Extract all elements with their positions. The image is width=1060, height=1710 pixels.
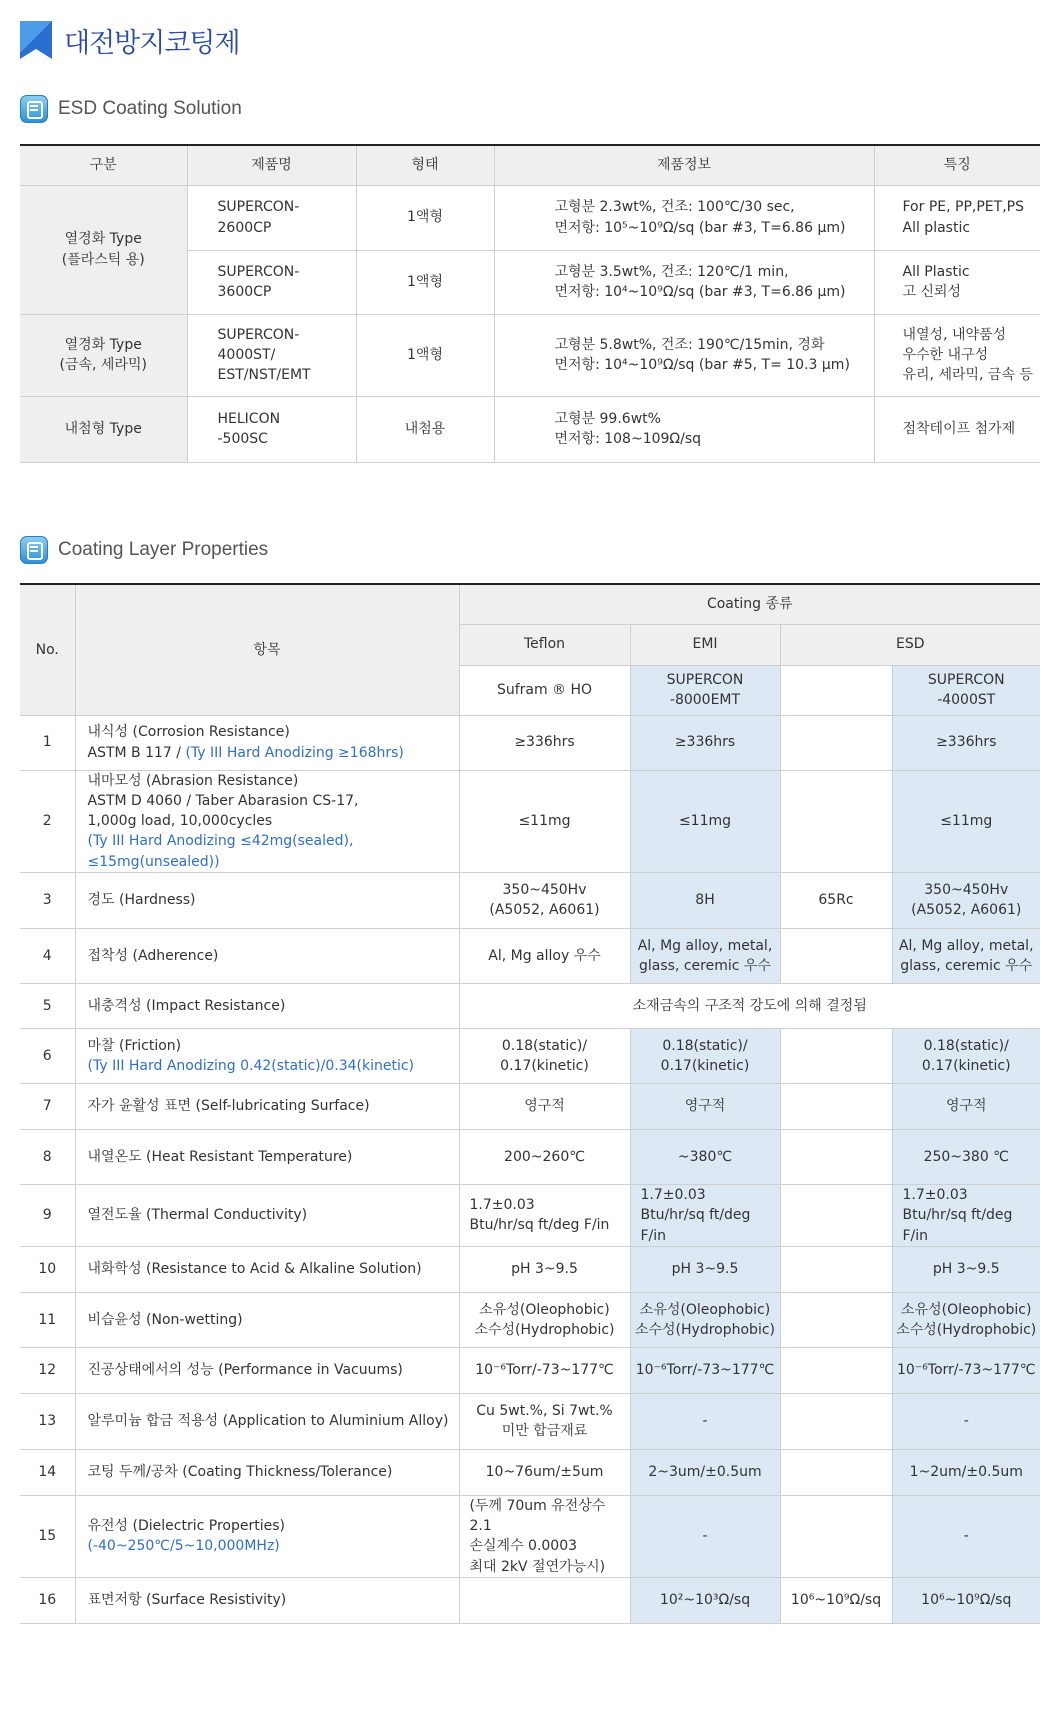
cell-line: 점착테이프 첨가제 bbox=[902, 420, 1016, 437]
header-cell: 제품명 bbox=[187, 145, 356, 185]
teflon-value-cell bbox=[459, 872, 630, 928]
product-info-cell bbox=[494, 250, 874, 314]
cell-line: 250~380 ℃ bbox=[923, 1148, 1009, 1165]
table-row bbox=[20, 1184, 1040, 1246]
table-row bbox=[20, 185, 1040, 250]
cell-line: ≤11mg bbox=[678, 813, 732, 830]
emi-value-cell bbox=[630, 1578, 780, 1624]
property-item-cell bbox=[75, 928, 459, 983]
header-cell: 형태 bbox=[356, 145, 494, 185]
emi-value-cell bbox=[630, 1246, 780, 1292]
cell-line: 내열성, 내약품성 bbox=[902, 326, 1007, 343]
cell-line: 유전성 (Dielectric Properties) bbox=[87, 1518, 285, 1535]
cell-line: 2~3um/±0.5um bbox=[648, 1464, 762, 1481]
cell-line: 10²~10³Ω/sq bbox=[659, 1592, 751, 1609]
bookmark-icon bbox=[20, 21, 52, 59]
cell-line: 1,000g load, 10,000cycles bbox=[87, 813, 273, 830]
cell-line: glass, ceremic 우수 bbox=[639, 957, 771, 974]
cell-line: Al, Mg alloy, metal, bbox=[898, 937, 1034, 954]
property-item-cell bbox=[75, 1184, 459, 1246]
esd-value-cell bbox=[892, 1495, 1040, 1577]
cell-line: 내첨형 Type bbox=[64, 420, 142, 437]
header-teflon: Teflon bbox=[459, 624, 630, 665]
property-item-cell bbox=[75, 1129, 459, 1184]
property-item-cell bbox=[75, 1393, 459, 1449]
esd-value-cell bbox=[892, 715, 1040, 770]
cell-line: 4000ST/ bbox=[217, 346, 276, 363]
row-number: 10 bbox=[20, 1246, 75, 1292]
cell-line: 0.18(static)/ bbox=[923, 1037, 1009, 1054]
cell-line: 소유성(Oleophobic) bbox=[479, 1301, 610, 1318]
cell-line: 열경화 Type bbox=[64, 231, 142, 248]
mid-value-cell bbox=[780, 872, 892, 928]
table-row bbox=[20, 1393, 1040, 1449]
cell-line: 면저항: 10⁵~10⁹Ω/sq (bar #3, T=6.86 μm) bbox=[554, 219, 846, 236]
header-line: -4000ST bbox=[937, 692, 996, 708]
mid-value-cell bbox=[780, 1495, 892, 1577]
cell-line: 200~260℃ bbox=[504, 1148, 585, 1165]
cell-line: (플라스틱 용) bbox=[61, 251, 145, 268]
cell-line: - bbox=[963, 1413, 969, 1430]
header-sub-teflon: Sufram ® HO bbox=[459, 665, 630, 715]
esd-value-cell bbox=[892, 1184, 1040, 1246]
cell-line: 영구적 bbox=[524, 1098, 565, 1115]
document-icon bbox=[20, 95, 48, 123]
table-row bbox=[20, 1495, 1040, 1577]
table-row bbox=[20, 1083, 1040, 1129]
cell-line: 고형분 99.6wt% bbox=[554, 410, 661, 427]
property-item-cell bbox=[75, 1246, 459, 1292]
cell-line: (두께 70um 유전상수 2.1 bbox=[469, 1497, 606, 1535]
row-number: 12 bbox=[20, 1347, 75, 1393]
mid-value-cell bbox=[780, 1184, 892, 1246]
cell-line: 1~2um/±0.5um bbox=[909, 1464, 1023, 1481]
mid-value-cell bbox=[780, 1347, 892, 1393]
cell-line: SUPERCON- bbox=[217, 263, 300, 280]
cell-line: 손실계수 0.0003 bbox=[469, 1538, 578, 1555]
form-cell: 1액형 bbox=[356, 314, 494, 396]
cell-line: 고형분 2.3wt%, 건조: 100℃/30 sec, bbox=[554, 199, 795, 216]
mid-value-cell bbox=[780, 1578, 892, 1624]
cell-line: ≤11mg bbox=[940, 813, 993, 830]
header-cell: 제품정보 bbox=[494, 145, 874, 185]
table-row bbox=[20, 928, 1040, 983]
cell-line: 마찰 (Friction) bbox=[87, 1037, 182, 1054]
standard-text: ASTM B 117 / bbox=[87, 744, 186, 761]
cell-line: 영구적 bbox=[684, 1098, 726, 1115]
cell-line: For PE, PP,PET,PS bbox=[902, 199, 1024, 216]
feature-cell bbox=[874, 185, 1040, 250]
section-title: ESD Coating Solution bbox=[58, 98, 242, 119]
cell-line: HELICON bbox=[217, 410, 281, 427]
cell-line: Btu/hr/sq ft/deg F/in bbox=[640, 1207, 751, 1244]
mid-value-cell bbox=[780, 1292, 892, 1347]
category-cell bbox=[20, 314, 187, 396]
product-info-cell bbox=[494, 314, 874, 396]
reference-text: (Ty III Hard Anodizing ≥168hrs) bbox=[185, 744, 404, 761]
row-number: 16 bbox=[20, 1578, 75, 1624]
emi-value-cell bbox=[630, 1184, 780, 1246]
feature-cell bbox=[874, 396, 1040, 462]
property-item-cell bbox=[75, 1449, 459, 1495]
row-number: 4 bbox=[20, 928, 75, 983]
cell-line: 내화학성 (Resistance to Acid & Alkaline Solution) bbox=[87, 1261, 422, 1278]
teflon-value-cell bbox=[459, 1393, 630, 1449]
cell-line bbox=[88, 743, 459, 763]
property-item-cell bbox=[75, 1292, 459, 1347]
cell-line: 고형분 5.8wt%, 건조: 190℃/15min, 경화 bbox=[554, 336, 825, 353]
cell-line: 0.17(kinetic) bbox=[921, 1057, 1011, 1074]
cell-line: 표면저항 (Surface Resistivity) bbox=[87, 1592, 287, 1609]
merged-value-cell: 소재금속의 구조적 강도에 의해 결정됨 bbox=[459, 983, 1040, 1028]
cell-line: 0.18(static)/ bbox=[662, 1037, 748, 1054]
property-item-cell bbox=[75, 1347, 459, 1393]
cell-line: 고 신뢰성 bbox=[902, 284, 962, 300]
row-number: 7 bbox=[20, 1083, 75, 1129]
cell-line: 내열온도 (Heat Resistant Temperature) bbox=[87, 1148, 353, 1165]
header-sub-empty bbox=[780, 665, 892, 715]
teflon-value-cell bbox=[459, 1347, 630, 1393]
cell-line: 알루미늄 합금 적용성 (Application to Aluminium Alloy) bbox=[87, 1413, 449, 1430]
cell-line: 1.7±0.03 bbox=[469, 1197, 535, 1214]
cell-line: 최대 2kV 절연가능시) bbox=[469, 1558, 606, 1575]
cell-line: 3600CP bbox=[217, 284, 272, 300]
feature-cell bbox=[874, 314, 1040, 396]
teflon-value-cell bbox=[459, 770, 630, 872]
table-row bbox=[20, 1578, 1040, 1624]
table-row bbox=[20, 396, 1040, 462]
cell-line: 0.17(kinetic) bbox=[660, 1057, 750, 1074]
emi-value-cell bbox=[630, 1028, 780, 1083]
cell-line: 10⁻⁶Torr/-73~177℃ bbox=[635, 1362, 775, 1379]
cell-line: Al, Mg alloy 우수 bbox=[488, 947, 601, 964]
cell-line: pH 3~9.5 bbox=[932, 1261, 1000, 1278]
table-row bbox=[20, 872, 1040, 928]
cell-line: 2600CP bbox=[217, 219, 272, 236]
cell-line: 고형분 3.5wt%, 건조: 120℃/1 min, bbox=[554, 263, 789, 280]
header-coating-type: Coating 종류 bbox=[459, 584, 1040, 624]
mid-value-cell bbox=[780, 1246, 892, 1292]
table-row bbox=[20, 1347, 1040, 1393]
cell-line: 0.18(static)/ bbox=[501, 1037, 588, 1054]
cell-line: 유리, 세라믹, 금속 등 bbox=[902, 367, 1033, 384]
cell-line: 소수성(Hydrophobic) bbox=[474, 1321, 615, 1338]
row-number: 6 bbox=[20, 1028, 75, 1083]
row-number: 14 bbox=[20, 1449, 75, 1495]
cell-line: Btu/hr/sq ft/deg F/in bbox=[902, 1207, 1013, 1244]
header-item: 항목 bbox=[75, 584, 459, 715]
property-item-cell bbox=[75, 770, 459, 872]
cell-line: - bbox=[963, 1528, 969, 1545]
esd-value-cell bbox=[892, 1083, 1040, 1129]
cell-line: 열경화 Type bbox=[64, 336, 142, 353]
reference-text: (Ty III Hard Anodizing ≤42mg(sealed), ≤15mg(unsealed)) bbox=[87, 833, 354, 870]
cell-line: Cu 5wt.%, Si 7wt.% bbox=[476, 1403, 613, 1420]
cell-line: 65Rc bbox=[818, 892, 854, 909]
cell-line: 소유성(Oleophobic) bbox=[901, 1301, 1032, 1318]
teflon-value-cell bbox=[459, 1578, 630, 1624]
emi-value-cell bbox=[630, 1393, 780, 1449]
cell-line: 10~76um/±5um bbox=[485, 1464, 604, 1481]
document-icon bbox=[20, 536, 48, 564]
cell-line: 자가 윤활성 표면 (Self-lubricating Surface) bbox=[87, 1098, 370, 1115]
cell-line: 면저항: 10⁴~10⁹Ω/sq (bar #5, T= 10.3 μm) bbox=[554, 357, 850, 373]
row-number: 13 bbox=[20, 1393, 75, 1449]
esd-value-cell bbox=[892, 872, 1040, 928]
cell-line: 면저항: 10⁴~10⁹Ω/sq (bar #3, T=6.86 μm) bbox=[554, 284, 846, 300]
product-name-cell bbox=[187, 250, 356, 314]
emi-value-cell bbox=[630, 1083, 780, 1129]
cell-line: 8H bbox=[695, 892, 715, 909]
emi-value-cell bbox=[630, 1495, 780, 1577]
emi-value-cell bbox=[630, 1449, 780, 1495]
header-esd: ESD bbox=[780, 624, 1040, 665]
property-item-cell bbox=[75, 715, 459, 770]
product-name-cell bbox=[187, 314, 356, 396]
cell-line: - bbox=[702, 1413, 708, 1430]
property-item-cell bbox=[75, 983, 459, 1028]
esd-value-cell bbox=[892, 1347, 1040, 1393]
cell-line: 접착성 (Adherence) bbox=[87, 947, 219, 964]
feature-cell bbox=[874, 250, 1040, 314]
page-title: 대전방지코팅제 bbox=[64, 27, 240, 59]
cell-line: 1.7±0.03 bbox=[902, 1186, 968, 1203]
cell-line: 코팅 두께/공차 (Coating Thickness/Tolerance) bbox=[87, 1464, 393, 1481]
cell-line: 내마모성 (Abrasion Resistance) bbox=[87, 772, 299, 789]
emi-value-cell bbox=[630, 715, 780, 770]
section-title: Coating Layer Properties bbox=[58, 539, 269, 560]
cell-line: 진공상태에서의 성능 (Performance in Vacuums) bbox=[87, 1362, 403, 1379]
mid-value-cell bbox=[780, 1129, 892, 1184]
mid-value-cell bbox=[780, 928, 892, 983]
cell-line: 소유성(Oleophobic) bbox=[639, 1301, 771, 1318]
esd-value-cell bbox=[892, 1449, 1040, 1495]
table-row bbox=[20, 1129, 1040, 1184]
cell-line: 면저항: 108~109Ω/sq bbox=[554, 431, 702, 447]
product-info-cell bbox=[494, 396, 874, 462]
header-no: No. bbox=[20, 584, 75, 715]
product-info-cell bbox=[494, 185, 874, 250]
teflon-value-cell bbox=[459, 715, 630, 770]
header-cell: 구분 bbox=[20, 145, 187, 185]
emi-value-cell bbox=[630, 872, 780, 928]
teflon-value-cell bbox=[459, 1129, 630, 1184]
section-heading-properties bbox=[20, 536, 268, 564]
esd-value-cell bbox=[892, 1578, 1040, 1624]
esd-value-cell bbox=[892, 770, 1040, 872]
page-title-bar bbox=[20, 20, 240, 60]
product-name-cell bbox=[187, 396, 356, 462]
teflon-value-cell bbox=[459, 928, 630, 983]
cell-line: 10⁻⁶Torr/-73~177℃ bbox=[896, 1362, 1036, 1379]
product-name-cell bbox=[187, 185, 356, 250]
reference-text: (-40~250℃/5~10,000MHz) bbox=[87, 1538, 280, 1555]
cell-line: -500SC bbox=[217, 431, 268, 447]
cell-line: 소수성(Hydrophobic) bbox=[896, 1321, 1037, 1338]
table-row bbox=[20, 1246, 1040, 1292]
teflon-value-cell bbox=[459, 1184, 630, 1246]
table-row bbox=[20, 1292, 1040, 1347]
cell-line: pH 3~9.5 bbox=[511, 1261, 578, 1278]
esd-value-cell bbox=[892, 1393, 1040, 1449]
cell-line: 350~450Hv bbox=[924, 882, 1009, 899]
cell-line: 0.17(kinetic) bbox=[500, 1057, 589, 1074]
row-number: 11 bbox=[20, 1292, 75, 1347]
cell-line: ~380℃ bbox=[677, 1148, 733, 1165]
table-row bbox=[20, 983, 1040, 1028]
mid-value-cell bbox=[780, 1028, 892, 1083]
teflon-value-cell bbox=[459, 1495, 630, 1577]
row-number: 2 bbox=[20, 770, 75, 872]
cell-line: ≥336hrs bbox=[514, 734, 575, 751]
property-item-cell bbox=[75, 1083, 459, 1129]
cell-line: ≥336hrs bbox=[674, 734, 736, 751]
category-cell bbox=[20, 396, 187, 462]
cell-line: ≥336hrs bbox=[936, 734, 997, 751]
teflon-value-cell bbox=[459, 1449, 630, 1495]
cell-line: pH 3~9.5 bbox=[671, 1261, 739, 1278]
emi-value-cell bbox=[630, 770, 780, 872]
cell-line: All Plastic bbox=[902, 263, 970, 280]
table-header-row bbox=[20, 145, 1040, 185]
cell-line: (A5052, A6061) bbox=[911, 902, 1022, 919]
row-number: 1 bbox=[20, 715, 75, 770]
emi-value-cell bbox=[630, 928, 780, 983]
cell-line: SUPERCON- bbox=[217, 199, 300, 216]
emi-value-cell bbox=[630, 1129, 780, 1184]
cell-line: 10⁶~10⁹Ω/sq bbox=[790, 1592, 882, 1609]
emi-value-cell bbox=[630, 1292, 780, 1347]
cell-line: EST/NST/EMT bbox=[217, 367, 311, 384]
emi-value-cell bbox=[630, 1347, 780, 1393]
esd-value-cell bbox=[892, 1246, 1040, 1292]
teflon-value-cell bbox=[459, 1246, 630, 1292]
cell-line: glass, ceremic 우수 bbox=[900, 957, 1033, 974]
header-sub-esd bbox=[892, 665, 1040, 715]
table-row bbox=[20, 770, 1040, 872]
cell-line: Btu/hr/sq ft/deg F/in bbox=[469, 1217, 610, 1234]
teflon-value-cell bbox=[459, 1292, 630, 1347]
cell-line: (A5052, A6061) bbox=[489, 902, 600, 919]
teflon-value-cell bbox=[459, 1083, 630, 1129]
row-number: 15 bbox=[20, 1495, 75, 1577]
cell-line: 영구적 bbox=[945, 1098, 987, 1115]
cell-line: 10⁻⁶Torr/-73~177℃ bbox=[475, 1362, 614, 1379]
reference-text: (Ty III Hard Anodizing 0.42(static)/0.34(kinetic) bbox=[87, 1057, 415, 1074]
cell-line: All plastic bbox=[902, 219, 971, 236]
cell-line: ≤11mg bbox=[518, 813, 571, 830]
cell-line: 비습윤성 (Non-wetting) bbox=[87, 1311, 243, 1328]
cell-line: (금속, 세라믹) bbox=[59, 357, 147, 373]
mid-value-cell bbox=[780, 1083, 892, 1129]
form-cell: 1액형 bbox=[356, 250, 494, 314]
cell-line: 내충격성 (Impact Resistance) bbox=[87, 997, 286, 1014]
property-item-cell bbox=[75, 872, 459, 928]
row-number: 9 bbox=[20, 1184, 75, 1246]
esd-value-cell bbox=[892, 928, 1040, 983]
header-line: SUPERCON bbox=[927, 671, 1005, 688]
property-item-cell bbox=[75, 1495, 459, 1577]
header-line: -8000EMT bbox=[669, 692, 741, 708]
cell-line: 1.7±0.03 bbox=[640, 1186, 706, 1203]
header-sub-emi bbox=[630, 665, 780, 715]
cell-line: - bbox=[702, 1528, 708, 1545]
table-row bbox=[20, 1449, 1040, 1495]
header-line: SUPERCON bbox=[666, 671, 744, 688]
header-emi: EMI bbox=[630, 624, 780, 665]
cell-line: 미만 합금재료 bbox=[501, 1423, 588, 1440]
form-cell: 1액형 bbox=[356, 185, 494, 250]
cell-line: 내식성 (Corrosion Resistance) bbox=[87, 724, 290, 741]
property-item-cell bbox=[75, 1578, 459, 1624]
header-cell: 특징 bbox=[874, 145, 1040, 185]
property-item-cell bbox=[75, 1028, 459, 1083]
cell-line: 10⁶~10⁹Ω/sq bbox=[921, 1592, 1012, 1609]
section-heading-esd bbox=[20, 95, 242, 123]
cell-line: ASTM D 4060 / Taber Abarasion CS-17, bbox=[87, 792, 359, 809]
table-row bbox=[20, 1028, 1040, 1083]
esd-value-cell bbox=[892, 1292, 1040, 1347]
cell-line: 경도 (Hardness) bbox=[87, 892, 196, 909]
cell-line: SUPERCON- bbox=[217, 326, 300, 343]
form-cell: 내첨용 bbox=[356, 396, 494, 462]
teflon-value-cell bbox=[459, 1028, 630, 1083]
category-cell bbox=[20, 185, 187, 314]
row-number: 5 bbox=[20, 983, 75, 1028]
cell-line: 열전도율 (Thermal Conductivity) bbox=[87, 1207, 308, 1224]
table-row bbox=[20, 715, 1040, 770]
cell-line: Al, Mg alloy, metal, bbox=[637, 937, 773, 954]
esd-value-cell bbox=[892, 1129, 1040, 1184]
cell-line: 350~450Hv bbox=[502, 882, 587, 899]
mid-value-cell bbox=[780, 770, 892, 872]
mid-value-cell bbox=[780, 1393, 892, 1449]
row-number: 3 bbox=[20, 872, 75, 928]
table-row bbox=[20, 314, 1040, 396]
row-number: 8 bbox=[20, 1129, 75, 1184]
cell-line: 소수성(Hydrophobic) bbox=[634, 1321, 775, 1338]
cell-line: 우수한 내구성 bbox=[902, 346, 989, 363]
esd-coating-table bbox=[20, 144, 1040, 463]
table-header-row bbox=[20, 584, 1040, 624]
coating-properties-table bbox=[20, 583, 1040, 1624]
mid-value-cell bbox=[780, 715, 892, 770]
mid-value-cell bbox=[780, 1449, 892, 1495]
esd-value-cell bbox=[892, 1028, 1040, 1083]
